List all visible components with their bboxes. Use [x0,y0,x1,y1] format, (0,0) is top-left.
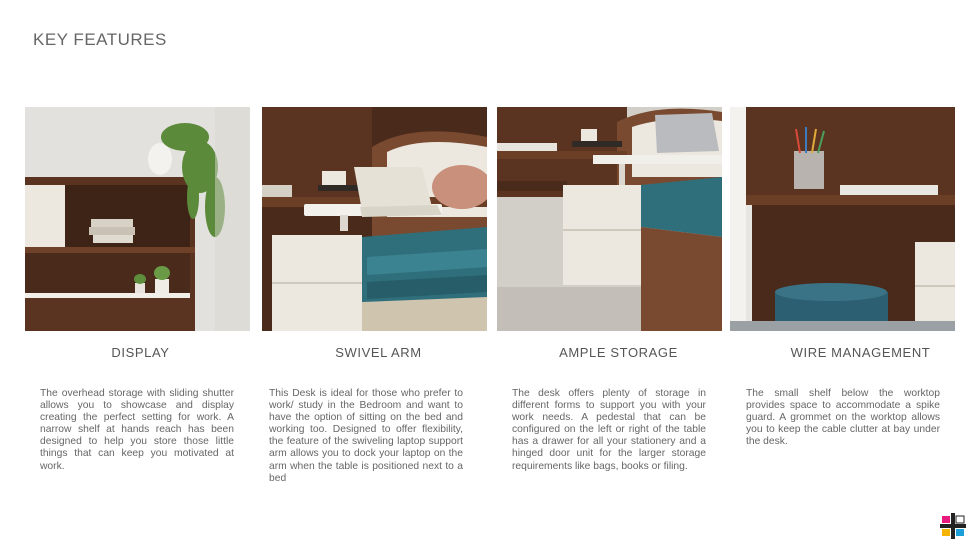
display-photo [25,107,250,331]
brand-logo-icon [940,513,966,539]
feature-desc-ample-storage: The desk offers plenty of storage in different forms to support you with your work needs. A pedestal that can be configured on the left or right of the table has a drawer for all your stationery and a hinged door unit for the larger storage requirements like bags, books or filing. [512,388,706,472]
page-title: KEY FEATURES [33,30,167,49]
wire-management-photo [730,107,955,331]
feature-title-display: DISPLAY [111,345,170,360]
swivel-arm-photo [262,107,487,331]
feature-title-swivel-arm: SWIVEL ARM [335,345,422,360]
ample-storage-photo [497,107,722,331]
feature-desc-swivel-arm: This Desk is ideal for those who prefer to work/ study in the Bedroom and want to have the option of sitting on the bed and working too. Designed to offer flexibility, the feature of the swiveling laptop support arm allows you to dock your laptop on the arm when the table is positioned next to a bed [269,388,463,484]
feature-title-ample-storage: AMPLE STORAGE [559,345,678,360]
feature-desc-display: The overhead storage with sliding shutter allows you to showcase and display creating the perfect setting for work. A narrow shelf at hands reach has been designed to help you store those little things that can keep you motivated at work. [40,388,234,472]
feature-title-wire-management: WIRE MANAGEMENT [790,345,931,360]
feature-desc-wire-management: The small shelf below the worktop provides space to accommodate a spike guard. A grommet on the worktop allows you to keep the cable clutter at bay under the desk. [746,388,940,448]
